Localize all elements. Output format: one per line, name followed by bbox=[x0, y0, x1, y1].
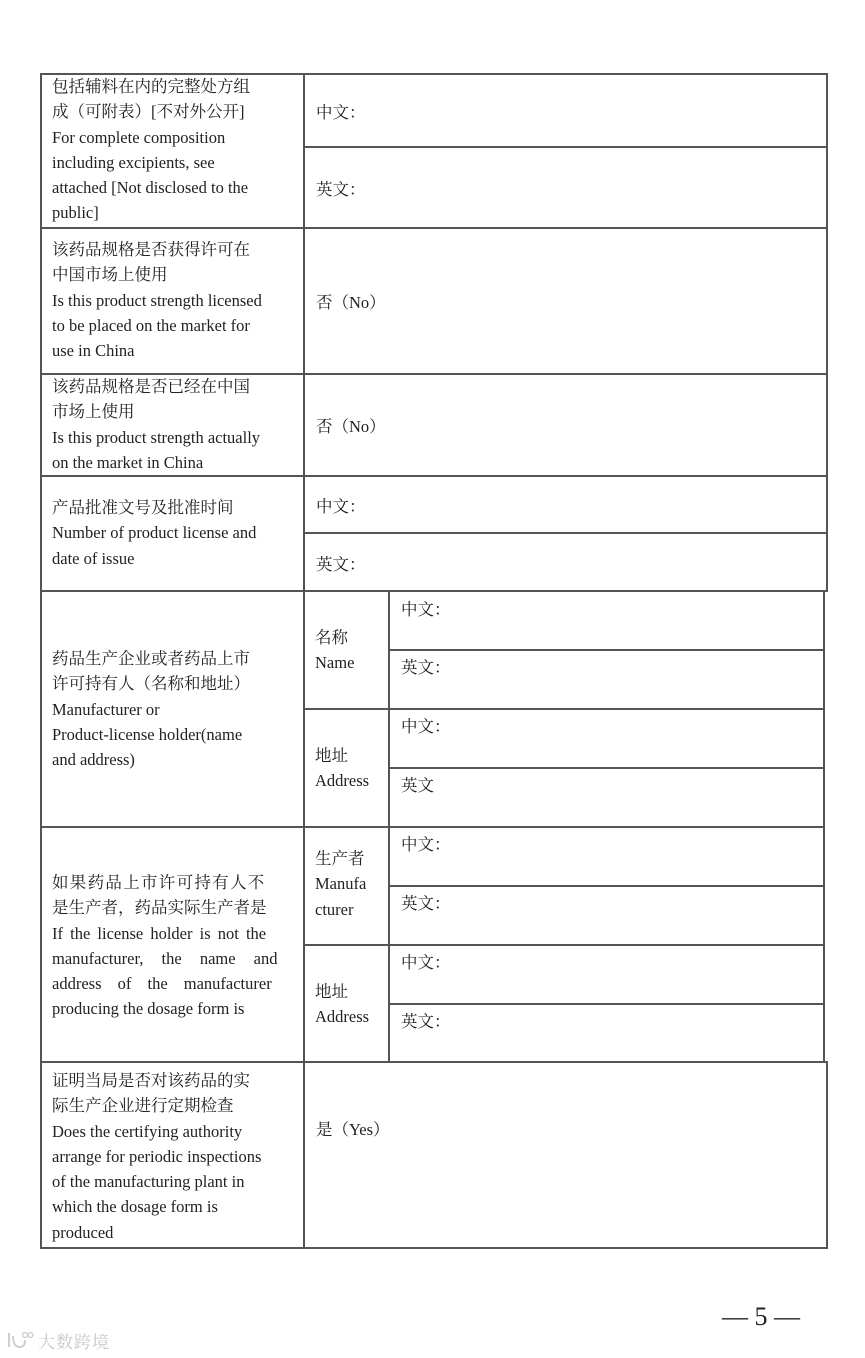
group-title-line: Address bbox=[315, 771, 370, 791]
label-line: producing the dosage form is bbox=[52, 999, 245, 1019]
row-divider bbox=[303, 532, 828, 534]
row-divider bbox=[388, 1003, 825, 1005]
label-line: Is this product strength licensed bbox=[52, 290, 262, 310]
table-border-right-bottom bbox=[826, 1062, 828, 1249]
holder-address-chinese-field[interactable]: 中文： bbox=[401, 717, 451, 736]
manufacturer-address-chinese-field[interactable]: 中文： bbox=[401, 953, 451, 972]
group-title-line: Address bbox=[315, 1007, 370, 1027]
row-divider bbox=[388, 885, 825, 887]
row-divider bbox=[388, 649, 825, 651]
label-line: address of the manufacturer bbox=[52, 974, 272, 994]
row-divider bbox=[40, 227, 828, 229]
license-number-english-field[interactable]: 英文： bbox=[316, 555, 366, 574]
group-title-line: 生产者 bbox=[315, 849, 365, 868]
label-line: 际生产企业进行定期检查 bbox=[52, 1096, 234, 1116]
label-line: 成（可附表）[不对外公开] bbox=[52, 102, 245, 122]
label-line: For complete composition bbox=[52, 127, 226, 147]
label-line: Product-license holder(name bbox=[52, 724, 243, 744]
watermark-text: 大数跨境 bbox=[38, 1332, 110, 1353]
label-line: Manufacturer or bbox=[52, 699, 160, 719]
label-line: 药品生产企业或者药品上市 bbox=[52, 649, 250, 668]
label-line: 包括辅料在内的完整处方组 bbox=[52, 77, 250, 96]
group-title-manufacturer-address bbox=[315, 979, 369, 1030]
periodic-inspections-value[interactable]: 是（Yes） bbox=[316, 1120, 390, 1139]
label-periodic-inspections bbox=[42, 1068, 302, 1245]
column-divider bbox=[303, 73, 305, 1249]
license-number-chinese-field[interactable]: 中文： bbox=[316, 497, 366, 516]
group-title-line: Manufa bbox=[315, 874, 367, 894]
label-product-license-number bbox=[42, 495, 302, 571]
label-line: 该药品规格是否已经在中国 bbox=[52, 377, 250, 396]
group-title-manufacturer bbox=[315, 846, 366, 922]
label-composition bbox=[42, 74, 302, 226]
group-title-line: 地址 bbox=[315, 746, 348, 765]
label-line: on the market in China bbox=[52, 452, 204, 472]
label-line: 中国市场上使用 bbox=[52, 265, 168, 285]
manufacturer-address-english-field[interactable]: 英文： bbox=[401, 1012, 451, 1031]
label-line: arrange for periodic inspections bbox=[52, 1146, 262, 1166]
label-line: which the dosage form is bbox=[52, 1197, 218, 1217]
label-line: 市场上使用 bbox=[52, 402, 135, 422]
on-market-in-china-value[interactable]: 否（No） bbox=[316, 417, 386, 436]
label-line: Does the certifying authority bbox=[52, 1121, 243, 1141]
label-line: 产品批准文号及批准时间 bbox=[52, 498, 234, 517]
group-title-line: Name bbox=[315, 653, 355, 673]
label-line: manufacturer, the name and bbox=[52, 948, 278, 968]
group-title-line: 地址 bbox=[315, 982, 348, 1001]
group-title-line: cturer bbox=[315, 899, 354, 919]
row-divider bbox=[40, 826, 825, 828]
brand-logo-icon bbox=[6, 1330, 34, 1350]
holder-name-english-field[interactable]: 英文： bbox=[401, 658, 451, 677]
holder-name-chinese-field[interactable]: 中文： bbox=[401, 600, 451, 619]
label-line: including excipients, see bbox=[52, 152, 215, 172]
row-divider bbox=[303, 146, 828, 148]
label-line: produced bbox=[52, 1222, 114, 1242]
label-line: use in China bbox=[52, 341, 135, 361]
label-on-market-in-china bbox=[42, 374, 302, 475]
row-divider bbox=[303, 944, 825, 946]
group-title-address bbox=[315, 743, 369, 794]
label-manufacturer-or-holder bbox=[42, 646, 302, 772]
label-line: public] bbox=[52, 203, 99, 223]
group-title-name bbox=[315, 625, 354, 676]
label-actual-manufacturer bbox=[42, 870, 302, 1022]
label-line: to be placed on the market for bbox=[52, 315, 250, 335]
label-line: Number of product license and bbox=[52, 523, 257, 543]
row-divider bbox=[303, 708, 825, 710]
label-line: 许可持有人（名称和地址） bbox=[52, 674, 250, 694]
table-border-right bbox=[826, 73, 828, 591]
label-line: date of issue bbox=[52, 548, 135, 568]
watermark bbox=[6, 1327, 126, 1353]
label-line: and address) bbox=[52, 750, 135, 770]
label-line: 是生产者，药品实际生产者是 bbox=[52, 898, 267, 918]
label-line: If the license holder is not the bbox=[52, 923, 267, 943]
manufacturer-name-chinese-field[interactable]: 中文： bbox=[401, 835, 451, 854]
composition-chinese-field[interactable]: 中文： bbox=[316, 103, 366, 122]
label-line: 该药品规格是否获得许可在 bbox=[52, 240, 250, 259]
label-line: attached [Not disclosed to the bbox=[52, 178, 249, 198]
row-divider bbox=[40, 1061, 828, 1063]
label-licensed-in-china bbox=[42, 237, 302, 363]
row-divider bbox=[40, 590, 828, 592]
label-line: 如果药品上市许可持有人不 bbox=[52, 873, 266, 892]
group-title-line: 名称 bbox=[315, 628, 348, 647]
label-line: Is this product strength actually bbox=[52, 427, 261, 447]
label-line: 证明当局是否对该药品的实 bbox=[52, 1071, 250, 1090]
page-number: — 5 — bbox=[722, 1302, 800, 1331]
holder-address-english-field[interactable]: 英文 bbox=[401, 776, 434, 795]
licensed-in-china-value[interactable]: 否（No） bbox=[316, 293, 386, 312]
manufacturer-name-english-field[interactable]: 英文： bbox=[401, 894, 451, 913]
table-border-bottom bbox=[40, 1247, 828, 1249]
composition-english-field[interactable]: 英文： bbox=[316, 180, 366, 199]
label-line: of the manufacturing plant in bbox=[52, 1172, 245, 1192]
row-divider bbox=[40, 475, 828, 477]
row-divider bbox=[388, 767, 825, 769]
